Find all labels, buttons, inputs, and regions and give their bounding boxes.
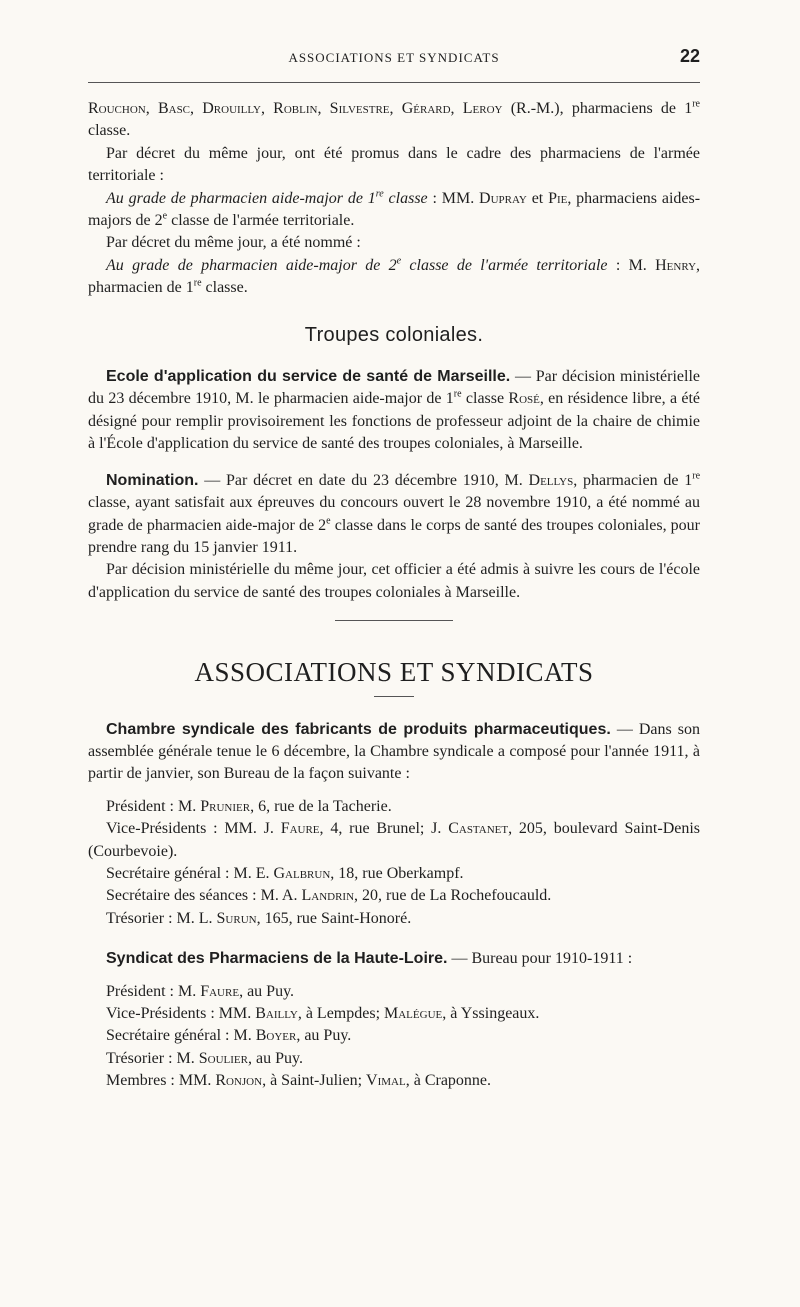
officer-line — [88, 863, 700, 885]
officer-line — [88, 1048, 700, 1070]
paragraph-grade-1re — [88, 188, 700, 233]
name: Dupray — [479, 189, 527, 207]
officer-line — [88, 908, 700, 930]
text: , pharmaciens aides-majors de 2 — [88, 189, 701, 230]
text: , à Saint-Julien; — [262, 1072, 363, 1090]
paragraph-heading: Nomination. — [106, 471, 199, 489]
text: — Par décision ministérielle du 23 décembre 1910, M. le pharmacien aide-major de 1 — [88, 368, 700, 408]
superscript: re — [193, 277, 202, 289]
officer-line — [88, 796, 700, 818]
text: pharmaciens de 1 — [571, 100, 693, 117]
paragraph-decret-nomme: Par décret du même jour, a été nommé : — [106, 234, 361, 252]
name: Faure — [200, 982, 240, 1000]
text: , 6, rue de la Tacherie. — [250, 797, 392, 815]
name: Castanet — [448, 820, 509, 838]
text: , 165, rue Saint-Honoré. — [256, 909, 412, 927]
text: Secrétaire des séances : M. A. — [106, 887, 298, 905]
officer-line — [88, 1025, 700, 1047]
text: Vice-Présidents : MM. J. — [106, 820, 274, 838]
text: classe dans le corps de santé des troupes coloniales, pour prendre rang du 15 janvier 1911. — [88, 516, 700, 556]
text: — Dans son assemblée générale tenue le 6 décembre, la Chambre syndicale a composé pour l'année 1911, à partir de janvier, son Bureau de la façon suivante : — [88, 720, 701, 783]
paragraph-decision-cours: Par décision ministérielle du même jour, cet officier a été admis à suivre les cours de l'école d'application du service de santé des troupes coloniales à Marseille. — [88, 561, 700, 601]
name: Ronjon — [215, 1072, 263, 1090]
officer-line — [88, 1070, 700, 1092]
spacer — [88, 971, 700, 981]
name: Galbrun — [273, 864, 331, 882]
italic-text: classe — [388, 189, 428, 207]
text: M. — [628, 256, 647, 274]
name: Pie — [548, 189, 568, 207]
text: classe. — [88, 122, 131, 140]
superscript: e — [162, 210, 168, 222]
main-title: ASSOCIATIONS ET SYNDICATS — [194, 657, 594, 688]
running-title: ASSOCIATIONS ET SYNDICATS — [288, 50, 500, 65]
text: Secrétaire général : M. E. — [106, 864, 270, 882]
officer-line — [88, 981, 700, 1003]
text: Président : M. — [106, 797, 197, 815]
paragraph-nomination — [88, 470, 700, 560]
name: Surun — [216, 909, 257, 927]
text: , pharmacien de 1 — [573, 471, 693, 489]
header-rule — [88, 82, 700, 83]
name: Landrin — [301, 887, 355, 905]
text: , 4, rue Brunel; J. — [319, 820, 442, 838]
name: Prunier — [200, 797, 251, 815]
paragraph-heading: Ecole d'application du service de santé de Marseille. — [106, 368, 511, 386]
page-number: 22 — [679, 46, 700, 66]
text: classe — [465, 390, 505, 408]
running-header — [88, 46, 700, 70]
title-rule — [374, 696, 414, 697]
text: : — [615, 256, 621, 274]
superscript: e — [396, 255, 402, 267]
text: et — [531, 189, 544, 207]
text: Membres : MM. — [106, 1072, 212, 1090]
text: — Bureau pour 1910-1911 : — [451, 950, 633, 968]
page-body — [88, 98, 700, 1093]
officer-line — [88, 885, 700, 907]
name: Dellys — [528, 471, 574, 489]
text: , à Lempdes; — [297, 1005, 381, 1022]
text: classe de l'armée territoriale. — [171, 212, 355, 230]
name: Henry — [655, 256, 697, 274]
italic-text: classe de l'armée territoriale — [409, 256, 608, 274]
text: , 205, boulevard Saint-Denis (Courbevoie). — [88, 820, 701, 860]
text: , 18, rue Oberkampf. — [330, 864, 464, 882]
text: , au Puy. — [296, 1027, 352, 1045]
text: Président : M. — [106, 982, 197, 1000]
officer-line — [88, 1003, 700, 1025]
name: Faure — [280, 820, 320, 838]
paragraph-heading: Syndicat des Pharmaciens de la Haute-Loire. — [106, 950, 448, 968]
section-title-troupes: Troupes coloniales. — [304, 323, 484, 346]
text: , à Yssingeaux. — [442, 1005, 540, 1022]
name: Boyer — [255, 1027, 297, 1045]
names: Rouchon, Basc, Drouilly, Roblin, Silvestre, Gérard, Leroy — [88, 100, 503, 117]
paragraph-chambre-syndicale — [88, 719, 700, 786]
text: , au Puy. — [239, 982, 295, 1000]
name: Malégue — [384, 1005, 443, 1022]
paragraph-decret-promus: Par décret du même jour, ont été promus dans le cadre des pharmaciens de l'armée territoriale : — [88, 144, 700, 185]
superscript: re — [375, 188, 384, 200]
text: , en résidence libre, a été désigné pour remplir provisoirement les fonctions de professeur adjoint de la chaire de chimie à l'École d'application du service de santé des troupes coloniales, à Marseille. — [88, 390, 700, 453]
text: , 20, rue de La Rochefoucauld. — [354, 887, 552, 905]
spacer — [88, 456, 700, 470]
text: Secrétaire général : M. — [106, 1027, 252, 1045]
text: Vice-Présidents : MM. — [106, 1005, 252, 1022]
section-divider — [335, 620, 453, 621]
name: Vimal — [366, 1072, 406, 1090]
paragraph-ecole-application — [88, 366, 700, 456]
name: Soulier — [198, 1049, 248, 1067]
text: Trésorier : M. — [106, 1049, 195, 1067]
text: classe, ayant satisfait aux épreuves du concours ouvert le 28 novembre 1910, a été nommé au grade de pharmacien aide-major de 2 — [88, 494, 700, 534]
superscript: re — [692, 98, 700, 110]
text: : MM. — [432, 189, 475, 207]
text: classe. — [205, 279, 248, 297]
italic-text: Au grade de pharmacien aide-major de 2 — [106, 256, 397, 274]
name: Rosé — [508, 390, 540, 408]
italic-text: Au grade de pharmacien aide-major de 1 — [106, 189, 376, 207]
paragraph-grade-2e — [88, 255, 700, 300]
text: , au Puy. — [247, 1049, 303, 1067]
spacer — [88, 786, 700, 796]
officer-line — [88, 818, 700, 863]
text: , à Craponne. — [405, 1072, 492, 1090]
text: (R.-M.), — [510, 100, 564, 117]
superscript: re — [692, 470, 701, 482]
spacer — [88, 930, 700, 948]
superscript: re — [453, 389, 462, 401]
paragraph-pharmaciens-list — [88, 98, 700, 143]
paragraph-heading: Chambre syndicale des fabricants de produits pharmaceutiques. — [106, 720, 611, 738]
paragraph-syndicat-haute-loire — [88, 948, 700, 970]
text: Trésorier : M. L. — [106, 909, 213, 927]
name: Bailly — [255, 1005, 298, 1022]
superscript: e — [326, 515, 331, 527]
text: — Par décret en date du 23 décembre 1910, M. — [204, 471, 523, 489]
text: , pharmacien de 1 — [88, 256, 701, 297]
